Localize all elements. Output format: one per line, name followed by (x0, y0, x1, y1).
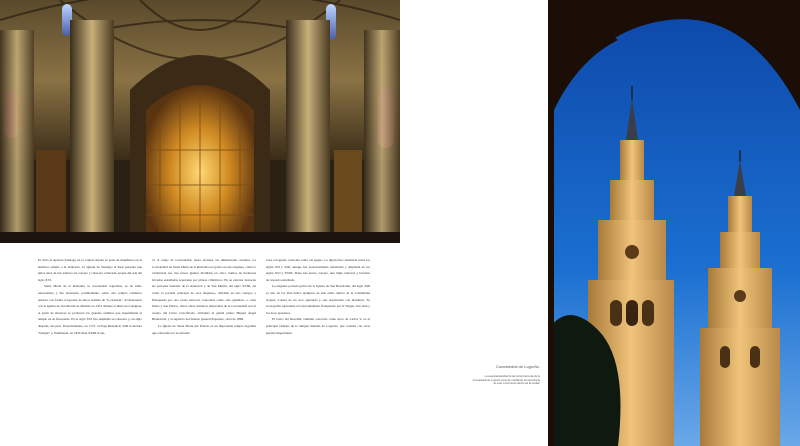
cathedral-towers-photo (548, 0, 800, 446)
caption-title: Concatedral de Logroño. (495, 364, 540, 369)
cathedral-interior-photo (0, 0, 400, 243)
caption-text: La espectacularidad de las torres barrocas de la Concatedral de Logroño pone de manifiesto la importancia de este monumento dentro de la ciudad. (472, 375, 540, 386)
paragraph: El culto al Apóstol Santiago en la capital riojana se pone de manifiesto en el hermoso templo a él dedicado. La Iglesia de Santiago el Real presenta una única nave de tres tramos con crucero y cabecera ochavada, propia del arte del siglo XVI. (38, 258, 142, 282)
paragraph: torre octogonal, conocida como «la aguja». La iglesia fue construida sobre los siglos XII y XIII, aunque fue posteriormente reformada y ampliada en los siglos XVI y XVIII. Tiene tres naves, crucero, una triple cabecera y bóvedas de crucería estrellada. (266, 258, 370, 282)
paragraph: va al rango de Concatedral, hasta alcanzar las dimensiones actuales. La Concatedral de Santa María de la Redonda era gótica en sus orígenes, como lo evidencian sus tres naves iguales divididas en cinco tramos de hermosas bóvedas estrelladas separadas por pilares cilíndricos. En su exterior destacan las portadas laterales de la Asunción y de San Martín, del siglo XVIII, así como la portada principal de «los Ángeles», dividida en tres cuerpos y flanqueada por dos torres barrocas conocidas como «las gemelas» o «San Pedro y San Pablo». Otras obras artísticas destacadas de la Concatedral son el cuadro del Cristo Crucificado, atribuido al genial pintor Miguel Ángel Buonarroti, y el sepulcro del famoso general Espartero, obra de 1868. (152, 258, 256, 322)
paragraph: La elegante portada gótica de la Iglesia de San Bartolomé, del siglo XIII es uno de los más bellos ejemplos de este estilo dentro de la Comunidad riojana. Consta de un arco apuntado y seis arquivoltas con molduras. Su iconografía representa el Cristo Redentor flanqueado por la Virgen, San Juan y los doce apóstoles. (266, 284, 370, 315)
photo-caption (470, 364, 540, 386)
text-column-2 (152, 257, 256, 336)
paragraph: El Cubo del Revellín, también conocido como Arco de Carlos V, es el principal vestigio de la antigua muralla de Logroño, que contaba con otras puertas importantes. (266, 317, 370, 335)
paragraph: Santa María de la Redonda, la concatedral logroñesa, es de estilo renacentista y fue levantada, posiblemente, sobre otro templo románico anterior con forma octogonal, de ahí el nombre de "la redonda". Al fusionarse con la Iglesia de San Martín de Albelda en 1453 obtiene el título de Colegiata. A partir de entonces se producen los grandes cambios que experimenta el templo en su fisonomía. En el siglo XVI fue ampliada su cabecera y, un siglo después, sus pies. Posteriormente, en 1727, el Papa Benedicto XIII la declara "insigne" y, finalmente, en 1959 Juan XXIII la ele- (38, 284, 142, 335)
paragraph: La Iglesia de Santa María del Palacio es un importante templo logroñés que sobresale por su elevada (152, 323, 256, 335)
text-column-3 (266, 257, 370, 336)
text-column-1 (38, 257, 142, 336)
